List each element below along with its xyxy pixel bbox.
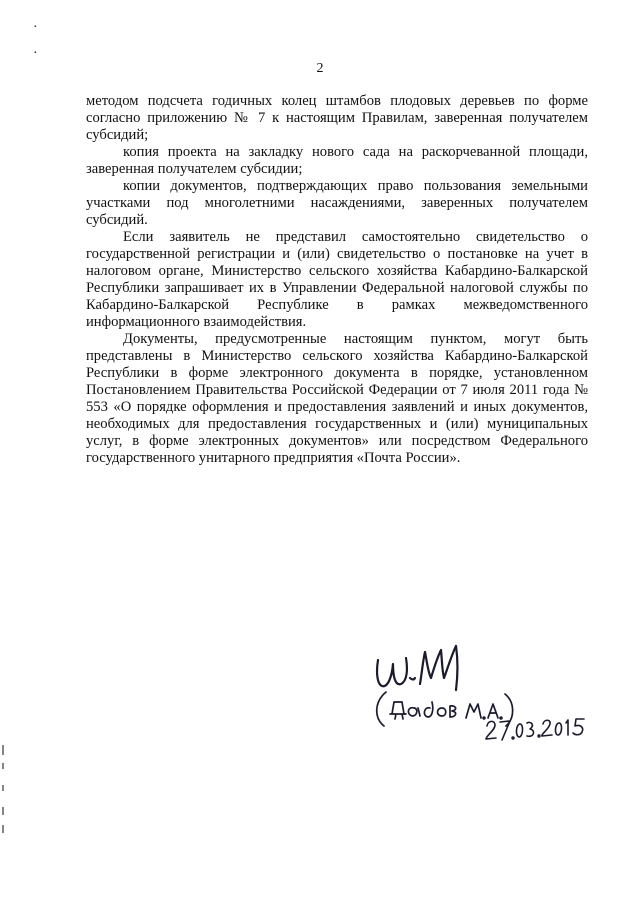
paragraph: Документы, предусмотренные настоящим пунктом, могут быть представлены в Министерство сельского хозяйства Кабардино-Балкарской Республики в форме электронного документа в порядке, установленном Постановлением Правительства Российской Федерации от 7 июля 2011 года № 553 «О порядке оформления и предоставления заявлений и иных документов, необходимых для предоставления государственных и (или) муниципальных услуг, в форме электронных документов» или посредством Федерального государственного унитарного предприятия «Почта России». bbox=[86, 331, 588, 466]
margin-mark: · bbox=[33, 46, 38, 61]
margin-mark: · bbox=[33, 20, 38, 35]
page-number: 2 bbox=[316, 61, 324, 76]
body-text bbox=[86, 93, 588, 467]
paragraph: копии документов, подтверждающих право пользования земельными участками под многолетними насаждениями, заверенных получателем субсидий. bbox=[86, 178, 588, 228]
paragraph: Если заявитель не представил самостоятельно свидетельство о государственной регистрации и (или) свидетельство о постановке на учет в налоговом органе, Министерство сельского хозяйства Кабардино-Балкарской Республики запрашивает их в Управлении Федеральной налоговой службы по Кабардино-Балкарской Республике в рамках межведомственного информационного взаимодействия. bbox=[86, 229, 588, 330]
paragraph: методом подсчета годичных колец штамбов плодовых деревьев по форме согласно приложению № 7 к настоящим Правилам, заверенная получателем субсидий; bbox=[86, 93, 588, 143]
handwritten-signature bbox=[372, 640, 512, 694]
paragraph: копия проекта на закладку нового сада на раскорчеванной площади, заверенная получателем субсидии; bbox=[86, 144, 588, 177]
signature-date bbox=[482, 710, 592, 746]
scan-edge-marks bbox=[2, 745, 6, 835]
